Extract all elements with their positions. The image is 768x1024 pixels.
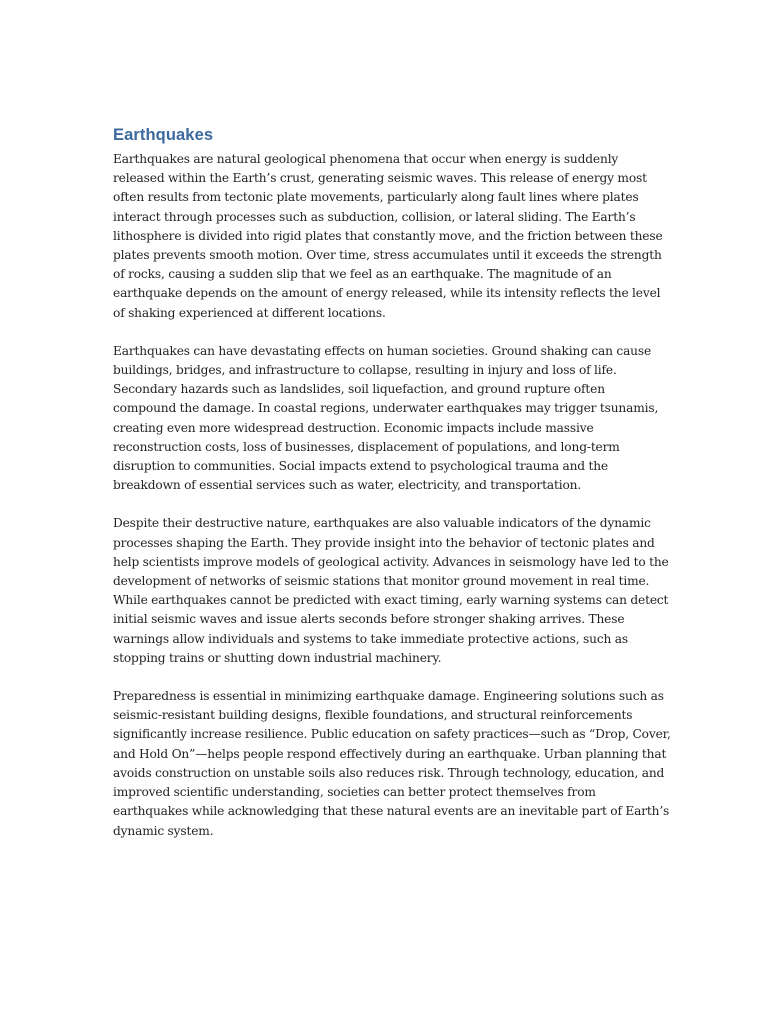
paragraph-line: seismic-resistant building designs, flexible foundations, and structural reinforcements bbox=[113, 708, 633, 723]
paragraph-line: processes shaping the Earth. They provide insight into the behavior of tectonic plates and bbox=[113, 535, 655, 550]
paragraph-line: avoids construction on unstable soils also reduces risk. Through technology, education, and bbox=[113, 765, 665, 780]
paragraph-line: compound the damage. In coastal regions, underwater earthquakes may trigger tsunamis, bbox=[113, 401, 659, 416]
paragraph-line: and Hold On”—helps people respond effectively during an earthquake. Urban planning that bbox=[113, 746, 667, 761]
paragraph-line: breakdown of essential services such as water, electricity, and transportation. bbox=[113, 478, 582, 493]
paragraph-line: earthquakes while acknowledging that these natural events are an inevitable part of Earth’s bbox=[113, 804, 670, 819]
paragraph-line: of rocks, causing a sudden slip that we feel as an earthquake. The magnitude of an bbox=[113, 267, 612, 282]
paragraph-line: interact through processes such as subduction, collision, or lateral sliding. The Earth’s bbox=[113, 209, 636, 224]
paragraph-line: development of networks of seismic stations that monitor ground movement in real time. bbox=[113, 574, 650, 589]
paragraph-line: disruption to communities. Social impacts extend to psychological trauma and the bbox=[113, 459, 608, 474]
paragraph-line: warnings allow individuals and systems to take immediate protective actions, such as bbox=[113, 631, 628, 646]
paragraph-line: buildings, bridges, and infrastructure to collapse, resulting in injury and loss of life. bbox=[113, 363, 617, 378]
paragraph bbox=[113, 687, 671, 841]
paragraph-line: significantly increase resilience. Public education on safety practices—such as “Drop, Cover, bbox=[113, 727, 671, 742]
paragraph bbox=[113, 342, 659, 496]
paragraph-line: While earthquakes cannot be predicted with exact timing, early warning systems can detect bbox=[113, 593, 669, 608]
paragraph-line: plates prevents smooth motion. Over time, stress accumulates until it exceeds the strength bbox=[113, 248, 662, 263]
paragraph bbox=[113, 150, 663, 323]
paragraph bbox=[113, 514, 669, 668]
paragraph-line: released within the Earth’s crust, generating seismic waves. This release of energy most bbox=[113, 171, 647, 186]
paragraph-line: often results from tectonic plate movements, particularly along fault lines where plates bbox=[113, 190, 639, 205]
paragraph-line: Earthquakes are natural geological phenomena that occur when energy is suddenly bbox=[113, 152, 619, 166]
paragraph-line: lithosphere is divided into rigid plates that constantly move, and the friction between these bbox=[113, 228, 663, 243]
document-body bbox=[113, 124, 671, 860]
paragraph-line: reconstruction costs, loss of businesses, displacement of populations, and long-term bbox=[113, 439, 620, 454]
paragraph-line: improved scientific understanding, societies can better protect themselves from bbox=[113, 785, 596, 800]
paragraph-line: Secondary hazards such as landslides, soil liquefaction, and ground rupture often bbox=[113, 382, 605, 397]
paragraph-line: earthquake depends on the amount of energy released, while its intensity reflects the level bbox=[113, 286, 661, 301]
paragraph-line: of shaking experienced at different locations. bbox=[113, 305, 386, 320]
paragraph-line: Earthquakes can have devastating effects on human societies. Ground shaking can cause bbox=[113, 343, 652, 358]
paragraph-container bbox=[113, 150, 671, 841]
paragraph-line: stopping trains or shutting down industrial machinery. bbox=[113, 650, 442, 665]
paragraph-line: dynamic system. bbox=[113, 823, 214, 838]
paragraph-line: help scientists improve models of geological activity. Advances in seismology have led to the bbox=[113, 554, 669, 569]
paragraph-line: Preparedness is essential in minimizing earthquake damage. Engineering solutions such as bbox=[113, 689, 664, 704]
paragraph-line: initial seismic waves and issue alerts seconds before stronger shaking arrives. These bbox=[113, 612, 625, 627]
document-title: Earthquakes bbox=[113, 126, 214, 144]
paragraph-line: creating even more widespread destruction. Economic impacts include massive bbox=[113, 420, 594, 435]
paragraph-line: Despite their destructive nature, earthquakes are also valuable indicators of the dynamic bbox=[113, 516, 651, 531]
